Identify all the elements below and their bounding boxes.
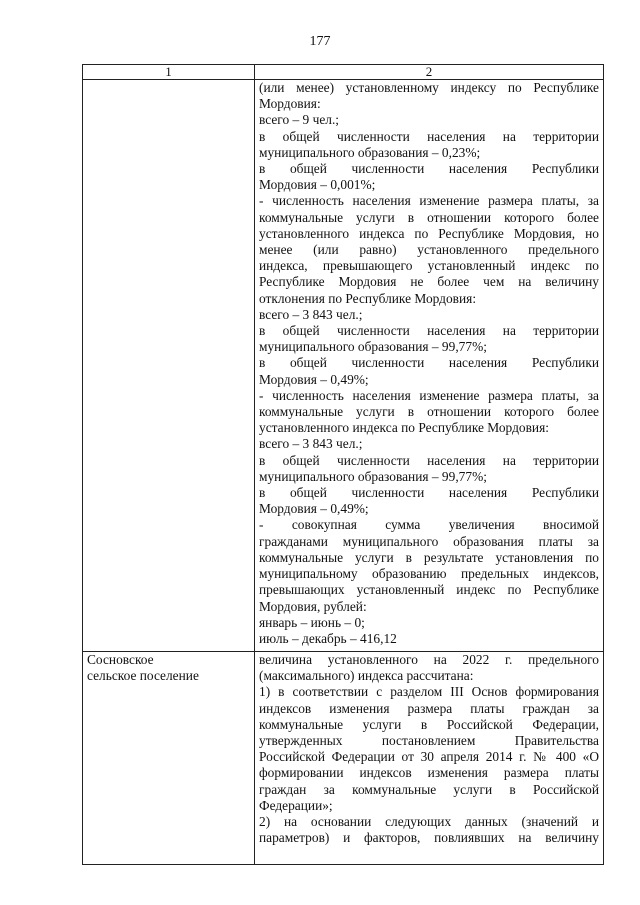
municipality-cell: [83, 80, 255, 652]
text-line: муниципального образования – 0,23%;: [259, 144, 481, 160]
text-line: превышающих установленный индекс по Республике: [259, 582, 599, 598]
text-line: граждан за коммунальные услуги в Российской: [259, 781, 599, 797]
text-line: Мордовия:: [259, 96, 321, 112]
text-line: в общей численности населения на территории: [259, 323, 599, 339]
text-line: Российской Федерации от 30 апреля 2014 г. № 400 «О: [259, 749, 599, 765]
text-line: (максимального) индекса рассчитана:: [259, 668, 474, 684]
text-line: июль – декабрь – 416,12: [259, 630, 397, 646]
text-line: формировании индексов изменения размера платы: [259, 765, 599, 781]
text-line: в общей численности населения на территории: [259, 452, 599, 468]
text-line: - совокупная сумма увеличения вносимой: [259, 517, 599, 533]
text-line: коммунальные услуги в отношении которого более: [259, 209, 599, 225]
text-line: Мордовия – 0,001%;: [259, 177, 376, 193]
text-line: Мордовия – 0,49%;: [259, 371, 369, 387]
description-cell: [255, 652, 604, 865]
text-line: коммунальные услуги в отношении которого более: [259, 404, 599, 420]
text-line: Республике Мордовия не более чем на величину: [259, 274, 599, 290]
text-line: муниципального образования – 99,77%;: [259, 468, 487, 484]
municipality-name-line: Сосновское: [87, 652, 154, 667]
table-row: [83, 80, 604, 652]
data-table: [82, 64, 604, 865]
text-line: 1) в соответствии с разделом III Основ формирования: [259, 684, 599, 700]
text-line: отклонения по Республике Мордовия:: [259, 290, 477, 306]
table-header-row: [83, 65, 604, 80]
column-header-1: 1: [83, 65, 255, 80]
text-line: утвержденных постановлением Правительства: [259, 733, 599, 749]
text-line: всего – 3 843 чел.;: [259, 306, 363, 322]
municipality-cell: [83, 652, 255, 865]
text-line: менее (или равно) установленного предельного: [259, 242, 599, 258]
text-line: Мордовия, рублей:: [259, 598, 367, 614]
text-line: в общей численности населения Республики: [259, 355, 599, 371]
text-line: параметров) и факторов, повлиявших на величину: [259, 830, 599, 846]
column-header-2: 2: [255, 65, 604, 80]
text-line: коммунальные услуги в результате установления по: [259, 549, 599, 565]
text-line: муниципальному образованию предельных индексов,: [259, 566, 599, 582]
text-line: - численность населения изменение размера платы, за: [259, 193, 599, 209]
text-line: установленного индекса по Республике Мордовия:: [259, 420, 549, 436]
text-line: установленного индекса по Республике Мордовия, но: [259, 225, 599, 241]
text-line: индекса, превышающего установленный индекс по: [259, 258, 599, 274]
text-line: величина установленного на 2022 г. предельного: [259, 652, 599, 667]
text-line: гражданами муниципального образования платы за: [259, 533, 599, 549]
text-line: всего – 9 чел.;: [259, 112, 340, 128]
text-line: в общей численности населения на территории: [259, 128, 599, 144]
page-number: 177: [309, 34, 331, 49]
text-line: 2) на основании следующих данных (значений и: [259, 814, 599, 830]
description-cell: [255, 80, 604, 652]
text-line: январь – июнь – 0;: [259, 614, 365, 630]
text-line: (или менее) установленному индексу по Республике: [259, 80, 599, 95]
text-line: в общей численности населения Республики: [259, 161, 599, 177]
text-line: в общей численности населения Республики: [259, 485, 599, 501]
municipality-name-line: сельское поселение: [87, 668, 199, 684]
table-row: [83, 652, 604, 865]
text-line: Федерации»;: [259, 797, 333, 813]
text-line: коммунальные услуги в Российской Федерации,: [259, 716, 599, 732]
text-line: Мордовия – 0,49%;: [259, 501, 369, 517]
text-line: всего – 3 843 чел.;: [259, 436, 363, 452]
text-line: - численность населения изменение размера платы, за: [259, 387, 599, 403]
text-line: муниципального образования – 99,77%;: [259, 339, 487, 355]
text-line: индексов изменения размера платы граждан за: [259, 700, 599, 716]
